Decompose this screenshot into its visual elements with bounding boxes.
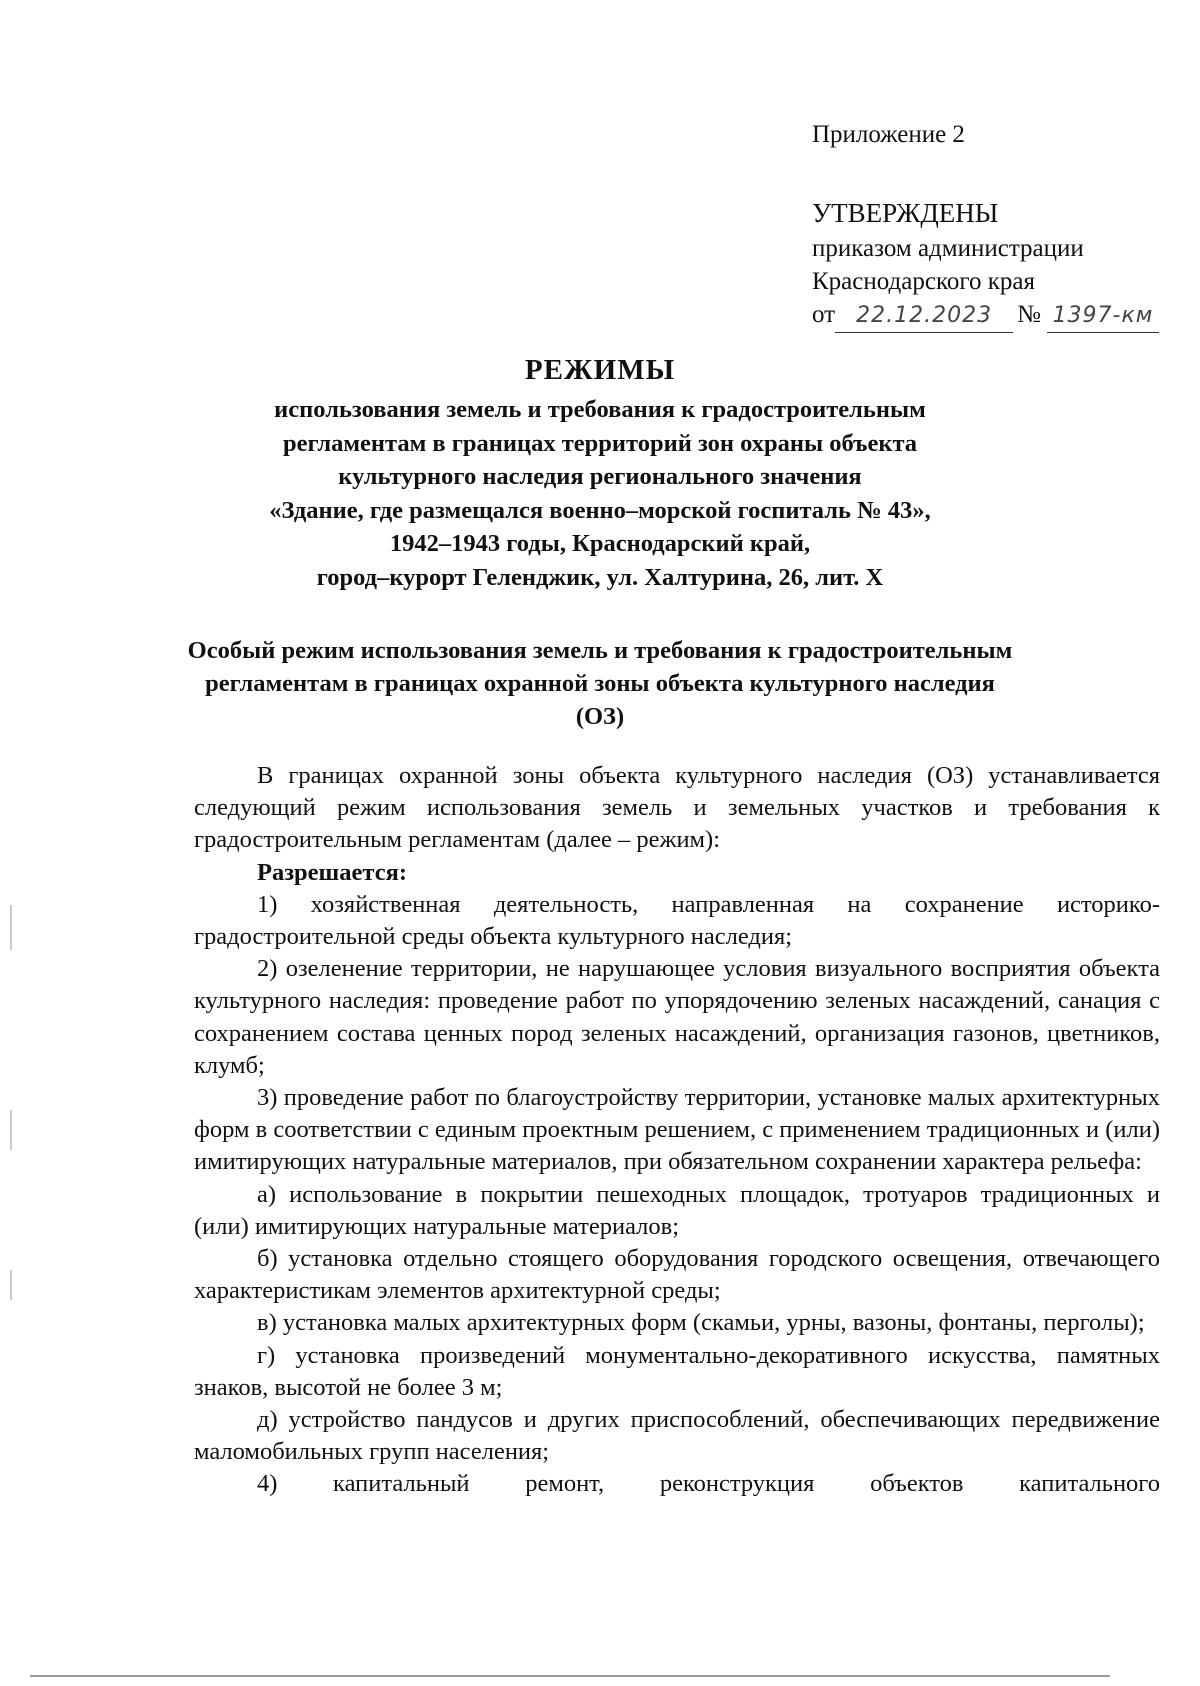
scan-bottom-rule <box>30 1675 1110 1677</box>
approved-label: УТВЕРЖДЕНЫ <box>812 198 999 228</box>
handwritten-date: 22.12.2023 <box>835 299 1013 333</box>
title-line: использования земель и требования к градостроительным <box>274 396 926 423</box>
document-title <box>150 354 1050 594</box>
title-line: 1942–1943 годы, Краснодарский край, <box>389 530 811 557</box>
zone-heading-line: регламентам в границах охранной зоны объекта культурного наследия <box>205 670 995 697</box>
list-item: б) установка отдельно стоящего оборудования городского освещения, отвечающего характеристикам элементов архитектурной среды; <box>194 1245 1160 1305</box>
intro-paragraph: В границах охранной зоны объекта культурного наследия (ОЗ) устанавливается следующий режим использования земель и земельных участков и требования к градостроительным регламентам (далее – режим): <box>194 762 1160 854</box>
title-line: регламентам в границах территорий зон охраны объекта <box>282 429 918 457</box>
date-number-line <box>812 298 1159 333</box>
date-prefix: от <box>812 301 836 328</box>
list-item: г) установка произведений монументально-декоративного искусства, памятных знаков, высотой не более 3 м; <box>194 1341 1160 1401</box>
scan-margin-mark <box>10 1110 12 1150</box>
list-item: а) использование в покрытии пешеходных площадок, тротуаров традиционных и (или) имитирующих натуральные материалов; <box>194 1180 1160 1240</box>
scan-margin-mark <box>10 1270 12 1300</box>
approval-line-1: приказом администрации <box>812 235 1084 262</box>
title-line: культурного наследия регионального значения <box>338 463 862 490</box>
body-text <box>194 760 1160 1501</box>
annex-label: Приложение 2 <box>812 121 965 148</box>
list-item: 3) проведение работ по благоустройству территории, установке малых архитектурных форм в соответствии с единым проектным решением, с применением традиционных и (или) имитирующих натуральные материалов, при обязательном сохранении характера рельефа: <box>194 1084 1161 1176</box>
list-item: 1) хозяйственная деятельность, направленная на сохранение историко-градостроительной среды объекта культурного наследия; <box>194 890 1160 951</box>
zone-heading <box>150 634 1050 733</box>
title-line: «Здание, где размещался военно–морской госпиталь № 43», <box>269 496 931 524</box>
zone-heading-line: (ОЗ) <box>575 703 625 730</box>
handwritten-number: 1397-км <box>1047 299 1159 333</box>
number-prefix: № <box>1017 301 1041 328</box>
list-item: 2) озеленение территории, не нарушающее условия визуального восприятия объекта культурного наследия: проведение работ по упорядочению зеленых насаждений, санация с сохранением состава ценных пород зеленых насаждений, организация газонов, цветников, клумб; <box>194 955 1160 1079</box>
title-line: город–курорт Геленджик, ул. Халтурина, 26, лит. Х <box>316 563 884 591</box>
zone-heading-line: Особый режим использования земель и требования к градостроительным <box>187 637 1013 664</box>
title-main: РЕЖИМЫ <box>524 354 676 386</box>
approval-line-2: Краснодарского края <box>812 268 1035 295</box>
list-item: в) установка малых архитектурных форм (скамьи, урны, вазоны, фонтаны, перголы); <box>257 1309 1145 1337</box>
scan-margin-mark <box>10 905 12 950</box>
allowed-heading: Разрешается: <box>257 858 407 886</box>
list-item: 4) капитальный ремонт, реконструкция объектов капитального <box>257 1470 1160 1498</box>
list-item: д) устройство пандусов и других приспособлений, обеспечивающих передвижение маломобильных групп населения; <box>194 1406 1160 1466</box>
approval-block <box>812 118 1159 333</box>
title-subtitle <box>150 393 1050 594</box>
